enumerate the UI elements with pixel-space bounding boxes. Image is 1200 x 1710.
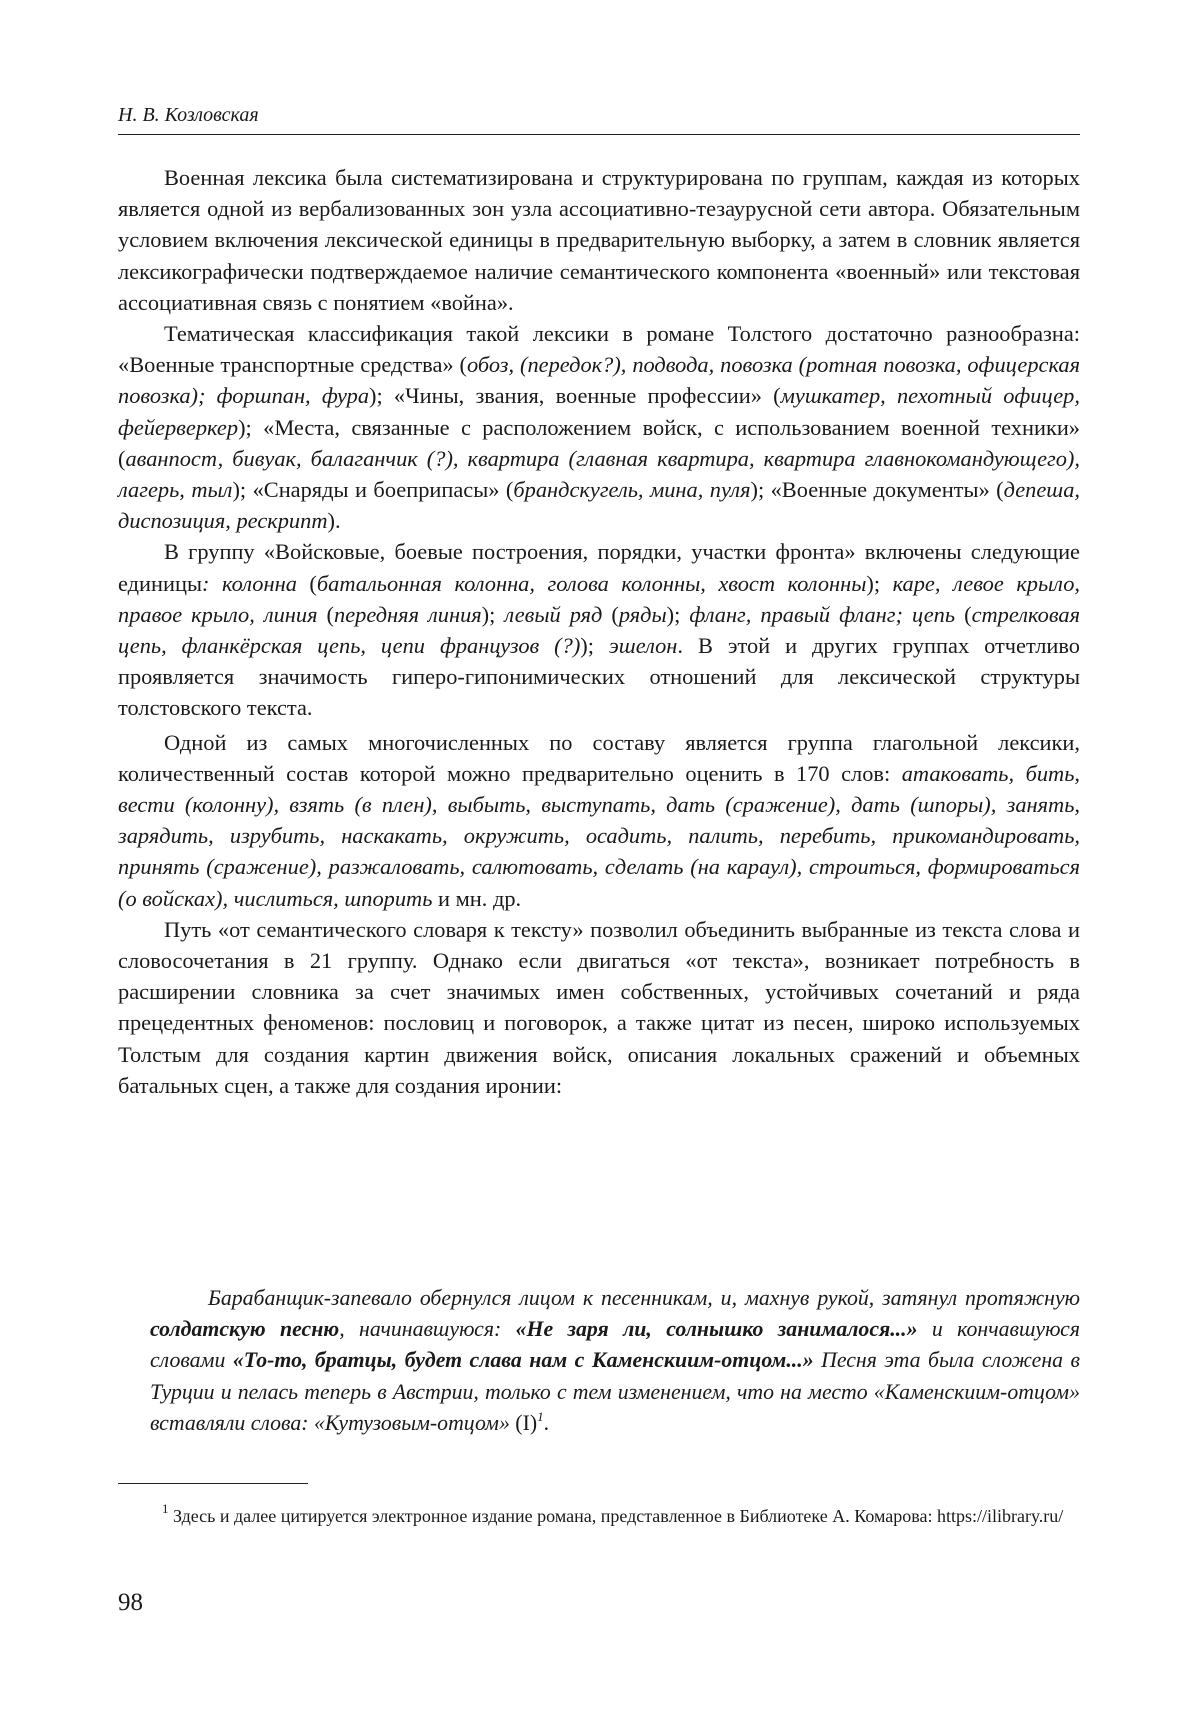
text-run: ); xyxy=(666,601,690,627)
text-run: ); xyxy=(481,601,505,627)
text-run: В группу «Войсковые, боевые построения, порядки, участки фронта» включены следующие единицы xyxy=(118,539,1080,596)
text-run: фланг, правый фланг; цепь xyxy=(689,601,956,627)
paragraph xyxy=(118,914,1080,1101)
header-rule xyxy=(118,134,1080,135)
quote-run: , начинавшуюся: xyxy=(339,1317,516,1342)
paragraph xyxy=(118,162,1080,318)
text-run: ( xyxy=(296,570,317,596)
quote-run: и кончавшуюся словами xyxy=(150,1317,1080,1373)
text-run: ( xyxy=(955,601,972,627)
text-run: ); xyxy=(866,570,893,596)
text-run: . В этой и других группах отчетливо проявляется значимость гиперо-гипонимических отношений для лексической структуры толстовского текста. xyxy=(118,633,1080,721)
text-run: и мн. др. xyxy=(432,885,522,911)
text-run: аванпост, бивуак, балаганчик (?), квартира (главная квартира, квартира главнокомандующего), лагерь, тыл xyxy=(118,445,1080,503)
footnote-rule xyxy=(118,1483,308,1484)
text-run: атаковать, бить, вести (колонну), взять (в плен), выбыть, выступать, дать (сражение), дать (шпоры), занять, зарядить, изрубить, наскакать, окружить, осадить, палить, перебить, прикомандировать, принять (сражение), разжаловать, салютовать, сделать (на караул), строиться, формироваться (о войсках), числиться, шпорить xyxy=(118,760,1080,911)
text-run: ( xyxy=(602,601,619,627)
text-run: ); «Места, связанные с расположением войск, с использованием военной техники» ( xyxy=(118,414,1080,471)
text-run: ). xyxy=(327,508,341,534)
text-run: Путь «от семантического словаря к тексту» позволил объединить выбранные из текста слова и словосочетания в 21 группу. Однако если двигаться «от текста», возникает потребность в расширении словника за счет значимых имен собственных, устойчивых сочетаний и ряда прецедентных феноменов: пословиц и поговорок, а также цитат из песен, широко используемых Толстым для создания картин движения войск, описания локальных сражений и объемных батальных сцен, а также для создания иронии: xyxy=(118,916,1080,1098)
quote-run: (I) xyxy=(509,1410,538,1435)
footnote xyxy=(118,1502,1080,1530)
quote-text xyxy=(150,1283,1080,1439)
text-run: каре, левое крыло, правое крыло, линия xyxy=(118,570,1080,627)
text-run: ( xyxy=(317,601,335,627)
text-run: эшелон xyxy=(608,633,678,659)
footnote-ref: 1 xyxy=(537,1408,544,1424)
text-run: Одной из самых многочисленных по составу является группа глагольной лексики, количественный состав которой можно предварительно оценить в 170 слов: xyxy=(118,729,1080,786)
text-run: ); «Военные документы» ( xyxy=(750,477,1004,503)
running-head-author: Н. В. Козловская xyxy=(118,104,259,126)
footnote-mark: 1 xyxy=(162,1501,169,1516)
footnote-text: Здесь и далее цитируется электронное издание романа, представленное в Библиотеке А. Комарова: https://ilibrary.ru/ xyxy=(173,1506,1064,1526)
text-run: депеша, диспозиция, рескрипт xyxy=(118,477,1080,534)
text-run: ); «Чины, звания, военные профессии» ( xyxy=(369,383,781,409)
text-run: передняя линия xyxy=(334,601,482,627)
quote-run: Барабанщик-запевало обернулся лицом к песенникам, и, махнув рукой, затянул протяжную xyxy=(208,1286,1080,1310)
block-quote xyxy=(150,1283,1080,1439)
text-run: ); xyxy=(580,633,609,659)
text-run: мушкатер, пехотный офицер, фейерверкер xyxy=(118,383,1080,440)
text-run: ); «Снаряды и боеприпасы» ( xyxy=(232,477,514,503)
main-body xyxy=(118,162,1080,1101)
text-run: Тематическая классификация такой лексики в романе Толстого достаточно разнообразна: «Военные транспортные средства» ( xyxy=(118,321,1080,378)
quote-run: «То-то, братцы, будет слава нам с Каменскиим-отцом...» xyxy=(232,1348,814,1373)
text-run: ряды xyxy=(618,601,667,627)
text-run: Военная лексика была систематизирована и структурирована по группам, каждая из которых является одной из вербализованных зон узла ассоциативно-тезаурусной сети автора. Обязательным условием включения лексической единицы в предварительную выборку, а затем в словник является лексикографически подтверждаемое наличие семантического компонента «военный» или текстовая ассоциативная связь с понятием «война». xyxy=(118,165,1080,315)
text-run: : колонна xyxy=(202,570,297,596)
quote-run: солдатскую песню xyxy=(150,1317,340,1342)
text-run: обоз, (передок?), подвода, повозка (ротная повозка, офицерская повозка); форшпан, фура xyxy=(118,352,1080,409)
text-run: стрелковая цепь, фланкёрская цепь, цепи французов (?) xyxy=(118,601,1080,659)
text-run: левый ряд xyxy=(504,601,603,627)
text-run: батальонная колонна, голова колонны, хвост колонны xyxy=(316,570,867,596)
paragraph xyxy=(118,318,1080,536)
page-number: 98 xyxy=(118,1589,143,1616)
quote-run: . xyxy=(543,1410,550,1435)
paragraph xyxy=(118,727,1080,914)
paragraph xyxy=(118,536,1080,723)
quote-run: «Не заря ли, солнышко занималося...» xyxy=(515,1317,918,1342)
text-run: брандскугель, мина, пуля xyxy=(513,477,751,503)
quote-run: Песня эта была сложена в Турции и пелась теперь в Австрии, только с тем изменением, что на место «Каменскиим-отцом» вставляли слова: «Кутузовым-отцом» xyxy=(150,1348,1080,1435)
